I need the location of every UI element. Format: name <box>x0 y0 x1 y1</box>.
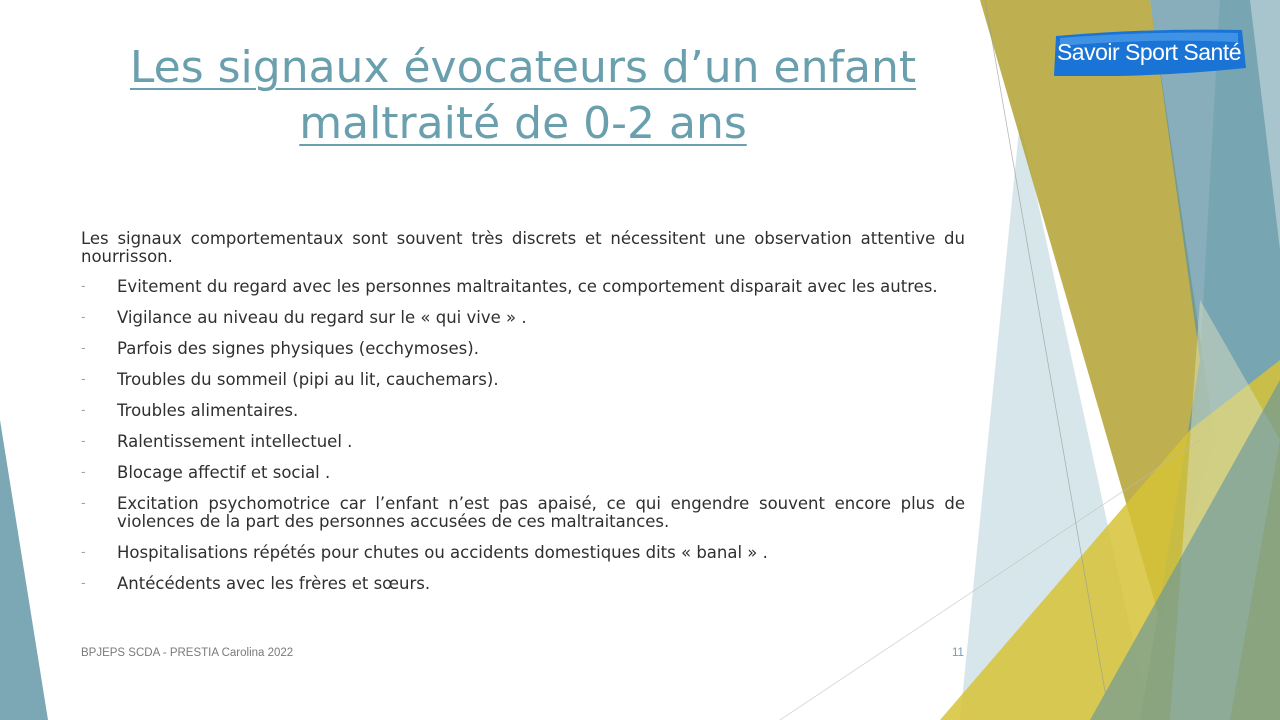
left-teal-shard <box>0 420 48 720</box>
bullet-dash: - <box>81 341 86 356</box>
logo-text: Savoir Sport Santé <box>1056 38 1242 65</box>
list-item: - Vigilance au niveau du regard sur le « qui vive » . <box>81 308 527 327</box>
signal-list <box>81 278 965 593</box>
bullet-dash: - <box>81 465 86 480</box>
list-item: - Parfois des signes physiques (ecchymoses). <box>81 339 479 358</box>
savoir-sport-sante-logo <box>1052 28 1246 76</box>
page-number: 11 <box>952 647 964 659</box>
intro-paragraph: Les signaux comportementaux sont souvent très discrets et nécessitent une observation attentive du nourrisson. <box>81 229 965 266</box>
title-line-1: Les signaux évocateurs d’un enfant <box>129 42 917 93</box>
list-item: - Blocage affectif et social . <box>81 463 331 482</box>
list-item: - Troubles du sommeil (pipi au lit, cauchemars). <box>81 370 499 389</box>
bullet-dash: - <box>81 310 86 325</box>
list-item: - Troubles alimentaires. <box>81 401 299 420</box>
bullet-dash: - <box>81 434 86 449</box>
list-item: - Ralentissement intellectuel . <box>81 432 353 451</box>
list-item: - Hospitalisations répétés pour chutes ou accidents domestiques dits « banal » . <box>81 543 768 562</box>
bullet-dash: - <box>81 403 86 418</box>
list-item: - Evitement du regard avec les personnes maltraitantes, ce comportement disparait avec les autres. <box>81 277 938 296</box>
slide-title <box>110 40 936 152</box>
slide-body <box>81 230 965 606</box>
bullet-dash: - <box>81 372 86 387</box>
bullet-dash: - <box>81 545 86 560</box>
list-item: - Antécédents avec les frères et sœurs. <box>81 574 431 593</box>
bullet-dash: - <box>81 576 86 591</box>
list-item: - Excitation psychomotrice car l’enfant n’est pas apaisé, ce qui engendre souvent encore plus de violences de la part des personnes accusées de ces maltraitances. <box>81 494 965 531</box>
title-line-2: maltraité de 0-2 ans <box>299 98 747 149</box>
footer-text: BPJEPS SCDA - PRESTIA Carolina 2022 <box>81 647 294 659</box>
bullet-dash: - <box>81 279 86 294</box>
bullet-dash: - <box>81 496 86 511</box>
